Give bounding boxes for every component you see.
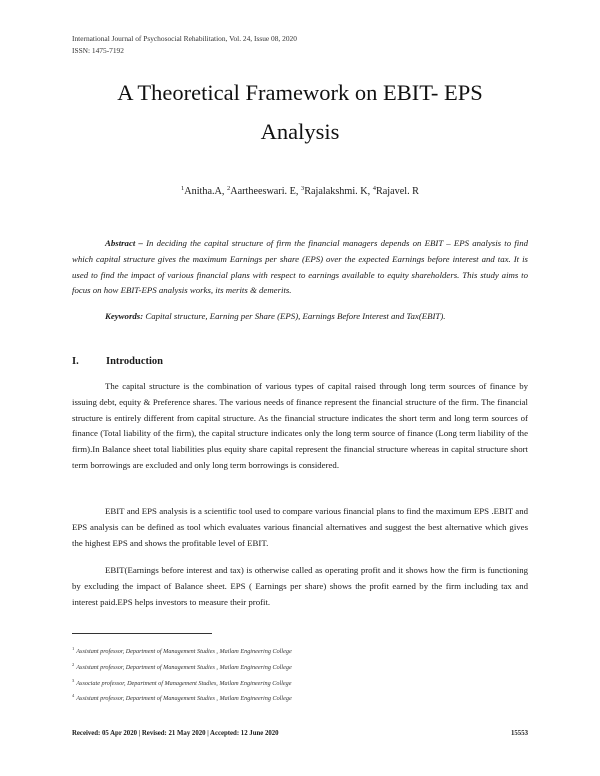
footnote-number: 1 bbox=[72, 646, 75, 651]
footnote-text: Assistant professor, Department of Management Studies , Mailam Engineering College bbox=[76, 695, 292, 702]
footnote bbox=[72, 678, 292, 687]
footnote bbox=[72, 662, 292, 671]
journal-header bbox=[72, 33, 297, 56]
footnote-number: 4 bbox=[72, 693, 75, 698]
footnote-divider bbox=[72, 633, 212, 634]
footnote-text: Associate professor, Department of Management Studies, Mailam Engineering College bbox=[76, 680, 292, 687]
submission-dates: Received: 05 Apr 2020 | Revised: 21 May 2020 | Accepted: 12 June 2020 bbox=[72, 730, 279, 737]
section-number: I. bbox=[72, 356, 79, 367]
author-3-name: Rajalakshmi. K, bbox=[304, 186, 373, 197]
footnote-text: Assistant professor, Department of Management Studies , Mailam Engineering College bbox=[76, 648, 292, 655]
abstract-label: Abstract – bbox=[105, 238, 147, 248]
footnote-number: 3 bbox=[72, 678, 75, 683]
author-4-name: Rajavel. R bbox=[375, 186, 419, 197]
section-heading bbox=[72, 356, 163, 367]
section-title: Introduction bbox=[106, 356, 163, 367]
author-2-name: Aartheeswari. E, bbox=[230, 186, 301, 197]
paragraph: The capital structure is the combination of various types of capital raised through long term sources of finance by issuing debt, equity & Preference shares. The various needs of finance represent the financial structure of the firm. The financial structure is entirely different from capital structure. As the financial structure indicates the short term and long term sources of finance (Total liability of the firm), the capital structure indicates only the long term source of finance (Long term liability of the firm).In Balance sheet total liabilities plus equity share capital represent the financial structure whereas in capital structure short term borrowings are excluded and only long term borrowings is considered. bbox=[72, 381, 528, 470]
abstract-text: In deciding the capital structure of firm the financial managers depends on EBIT – EPS analysis to find which capital structure gives the maximum Earnings per share (EPS) over the expected Earnings before interest and tax. It is used to find the impact of various financial plans with respect to earnings available to equity shareholders. This study aims to focus on how EBIT-EPS analysis works, its merits & demerits. bbox=[72, 238, 528, 296]
footnote bbox=[72, 693, 292, 702]
keywords-label: Keywords: bbox=[105, 311, 146, 321]
abstract bbox=[72, 236, 528, 299]
footnote-number: 2 bbox=[72, 662, 75, 667]
keywords bbox=[72, 309, 528, 325]
author-3-number: 3 bbox=[300, 185, 305, 192]
paper-title-line-1: A Theoretical Framework on EBIT- EPS bbox=[117, 80, 483, 105]
keywords-text: Capital structure, Earning per Share (EPS), Earnings Before Interest and Tax(EBIT). bbox=[145, 311, 446, 321]
author-list bbox=[0, 185, 600, 197]
journal-issn: ISSN: 1475-7192 bbox=[72, 45, 124, 55]
footnote bbox=[72, 646, 292, 655]
paragraph: EBIT and EPS analysis is a scientific tool used to compare various financial plans to find the maximum EPS .EBIT and EPS analysis can be defined as tool which evaluates various financial alternatives and suggest the best alternative which gives the highest EPS and shows the profitable level of EBIT. bbox=[72, 506, 528, 548]
footnote-text: Assistant professor, Department of Management Studies , Mailam Engineering College bbox=[76, 664, 292, 671]
paper-title-line-2: Analysis bbox=[260, 119, 340, 144]
journal-citation: International Journal of Psychosocial Rehabilitation, Vol. 24, Issue 08, 2020 bbox=[72, 34, 297, 43]
author-4-number: 4 bbox=[372, 185, 376, 192]
author-1-number: 1 bbox=[181, 185, 185, 192]
author-2-number: 2 bbox=[227, 185, 231, 192]
page-number: 15553 bbox=[511, 730, 528, 737]
paragraph: EBIT(Earnings before interest and tax) is otherwise called as operating profit and it shows how the firm is functioning by excluding the impact of Balance sheet. EPS ( Earnings per share) shows the profit earned by the firm including tax and interest paid.EPS helps investors to measure their profit. bbox=[72, 565, 528, 607]
author-1-name: Anitha.A, bbox=[184, 186, 227, 197]
